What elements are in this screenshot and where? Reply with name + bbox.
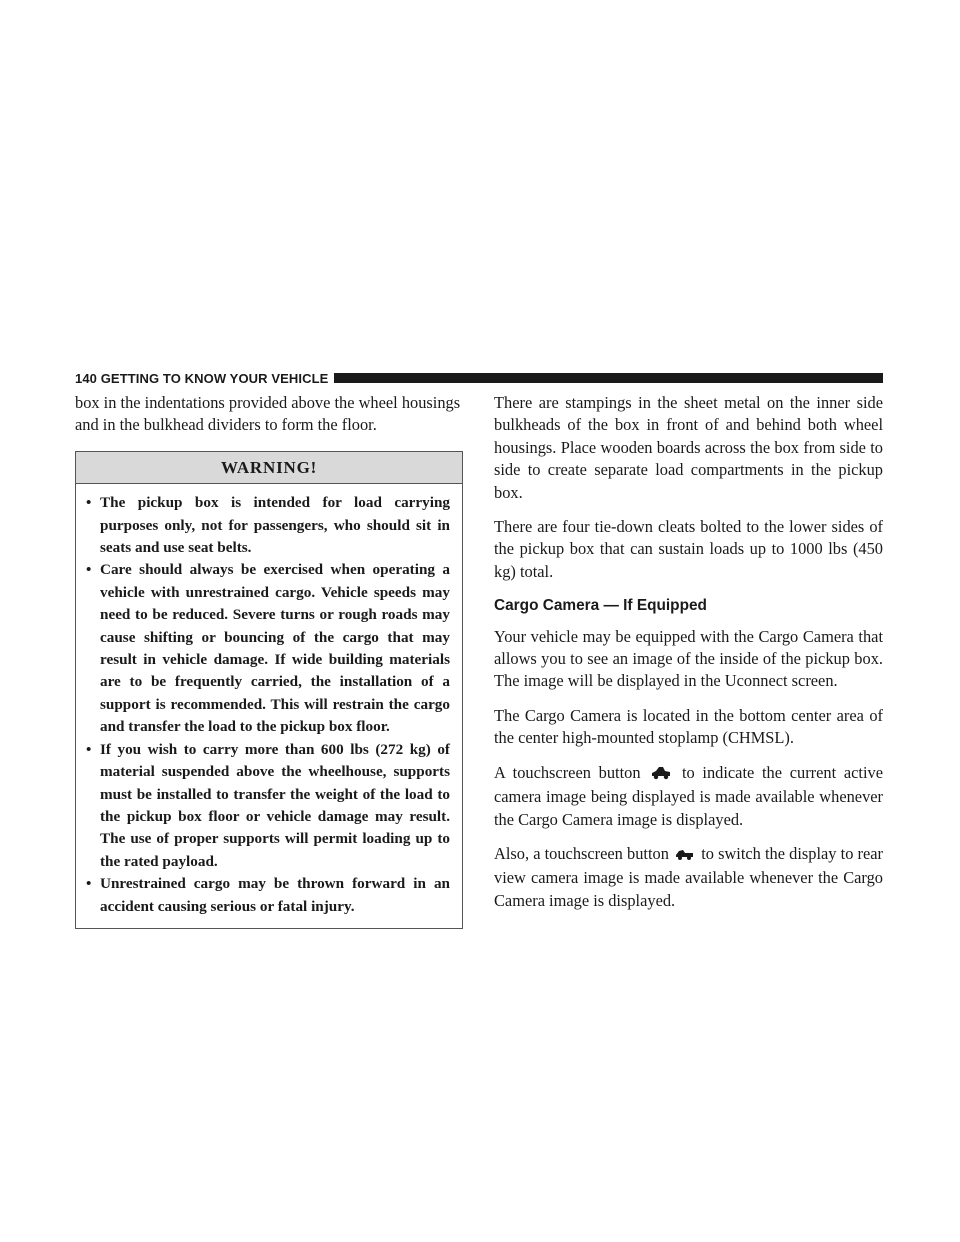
warning-box	[75, 451, 463, 929]
warning-item: • Care should always be exercised when operating a vehicle with unrestrained cargo. Vehicle speeds may need to be reduced. Severe turns or rough roads may cause shifting or bouncing of the cargo that may result in vehicle damage. If wide building materials are to be frequently carried, the installation of a support is recommended. This will restrain the cargo and transfer the load to the pickup box floor.	[86, 561, 450, 736]
bullet-icon: •	[86, 875, 92, 893]
bullet-icon: •	[86, 740, 92, 758]
section-heading-cargo-camera: Cargo Camera — If Equipped	[494, 597, 707, 615]
rear-camera-icon	[675, 845, 695, 867]
paragraph-cargo-camera-intro: Your vehicle may be equipped with the Cargo Camera that allows you to see an image of the inside of the pickup box. The image will be displayed in the Uconnect screen.	[494, 626, 883, 691]
page-header	[75, 368, 883, 388]
paragraph-cargo-camera-location: The Cargo Camera is located in the bottom center area of the center high-mounted stoplamp (CHMSL).	[494, 705, 883, 748]
section-title: GETTING TO KNOW YOUR VEHICLE	[100, 370, 329, 386]
header-rule	[334, 373, 883, 383]
paragraph-stampings: There are stampings in the sheet metal on the inner side bulkheads of the box in front of and behind both wheel housings. Place wooden boards across the box from side to side to create separate load compartments in the pickup box.	[494, 393, 883, 502]
cargo-camera-icon	[650, 764, 672, 786]
warning-list	[76, 484, 462, 928]
left-column	[75, 392, 463, 929]
paragraph-active-camera-button: A touchscreen button to indicate the current active camera image being displayed is made available whenever the Cargo Camera image is displayed.	[494, 762, 883, 829]
bullet-icon: •	[86, 494, 92, 512]
paragraph-tie-down: There are four tie-down cleats bolted to the lower sides of the pickup box that can sustain loads up to 1000 lbs (450 kg) total.	[494, 517, 883, 581]
warning-item: • If you wish to carry more than 600 lbs (272 kg) of material suspended above the wheelhouse, supports must be installed to transfer the weight of the load to the pickup box floor or vehicle damage may result. The use of proper supports will permit loading up to the rated payload.	[86, 740, 450, 870]
warning-title: WARNING!	[76, 452, 462, 484]
bullet-icon: •	[86, 561, 92, 579]
intro-paragraph: box in the indentations provided above the wheel housings and in the bulkhead dividers to form the floor.	[75, 393, 461, 435]
page-number: 140	[75, 370, 97, 386]
warning-item: • The pickup box is intended for load carrying purposes only, not for passengers, who should sit in seats and use seat belts.	[86, 494, 450, 557]
paragraph-rear-camera-button: Also, a touchscreen button to switch the display to rear view camera image is made available whenever the Cargo Camera image is displayed.	[494, 843, 883, 910]
right-column	[494, 392, 883, 924]
warning-item: • Unrestrained cargo may be thrown forward in an accident causing serious or fatal injury.	[86, 875, 450, 915]
